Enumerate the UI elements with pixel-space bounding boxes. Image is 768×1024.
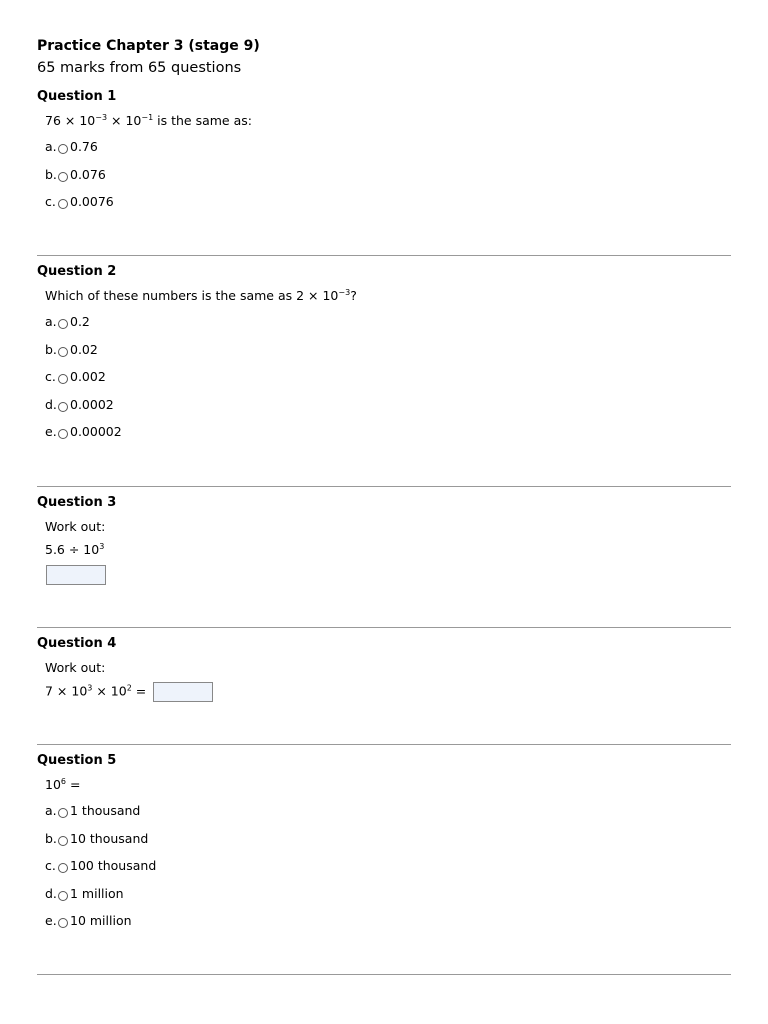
option-d[interactable] — [45, 396, 731, 414]
question-heading: Question 2 — [37, 264, 117, 279]
option-label: e. — [45, 913, 57, 928]
option-label: c. — [45, 369, 56, 384]
option-text: 10 million — [70, 913, 132, 928]
question-intro: Work out: — [45, 519, 106, 534]
option-c[interactable] — [45, 857, 731, 875]
option-text: 0.2 — [70, 314, 90, 329]
option-b[interactable] — [45, 166, 731, 184]
radio-button[interactable] — [58, 863, 68, 873]
radio-button[interactable] — [58, 918, 68, 928]
option-text: 0.76 — [70, 139, 98, 154]
option-text: 100 thousand — [70, 858, 157, 873]
expression-text: 7 × 10 — [45, 683, 88, 699]
exponent: 3 — [99, 542, 105, 551]
question-intro: Work out: — [45, 660, 106, 675]
radio-button[interactable] — [58, 144, 68, 154]
exponent: 2 — [126, 683, 132, 693]
radio-button[interactable] — [58, 429, 68, 439]
option-label: d. — [45, 396, 57, 412]
question-1 — [37, 88, 731, 221]
option-a[interactable] — [45, 313, 731, 331]
option-text: 0.0002 — [70, 396, 114, 412]
prompt-text: is the same as: — [153, 113, 252, 128]
question-prompt — [45, 112, 731, 130]
question-separator — [37, 255, 731, 256]
exponent: −3 — [95, 113, 108, 122]
answer-input[interactable] — [153, 682, 213, 702]
answer-container — [46, 564, 731, 585]
prompt-text: Which of these numbers is the same as 2 × 10 — [45, 288, 339, 303]
options-list — [37, 313, 731, 441]
radio-button[interactable] — [58, 891, 68, 901]
radio-button[interactable] — [58, 374, 68, 384]
page-title: Practice Chapter 3 (stage 9) — [37, 38, 260, 54]
option-e[interactable] — [45, 423, 731, 441]
question-separator — [37, 627, 731, 628]
question-expression — [45, 682, 731, 702]
answer-input[interactable] — [46, 565, 106, 585]
option-c[interactable] — [45, 368, 731, 386]
radio-button[interactable] — [58, 199, 68, 209]
radio-button[interactable] — [58, 402, 68, 412]
question-heading: Question 5 — [37, 753, 117, 768]
option-text: 0.0076 — [70, 194, 114, 209]
question-prompt — [45, 287, 731, 305]
option-b[interactable] — [45, 830, 731, 848]
question-heading: Question 1 — [37, 89, 117, 104]
option-label: c. — [45, 194, 56, 209]
option-label: a. — [45, 139, 57, 154]
question-expression — [45, 541, 731, 559]
radio-button[interactable] — [58, 808, 68, 818]
question-separator — [37, 486, 731, 487]
expression-text: = — [131, 683, 147, 699]
question-prompt — [45, 776, 731, 794]
option-c[interactable] — [45, 193, 731, 211]
option-a[interactable] — [45, 802, 731, 820]
option-text: 0.076 — [70, 166, 106, 182]
option-text: 10 thousand — [70, 830, 149, 846]
option-text: 0.02 — [70, 341, 98, 357]
question-5 — [37, 752, 731, 940]
question-separator — [37, 974, 731, 975]
question-heading: Question 3 — [37, 495, 117, 510]
option-label: a. — [45, 803, 57, 818]
question-3 — [37, 494, 731, 585]
page-subtitle: 65 marks from 65 questions — [37, 60, 242, 76]
option-label: b. — [45, 166, 57, 182]
prompt-text: ? — [350, 288, 357, 303]
radio-button[interactable] — [58, 836, 68, 846]
option-label: e. — [45, 424, 57, 439]
question-separator — [37, 744, 731, 745]
option-e[interactable] — [45, 912, 731, 930]
option-label: c. — [45, 858, 56, 873]
prompt-text: 76 × 10 — [45, 113, 96, 128]
expression-text: × 10 — [92, 683, 127, 699]
option-d[interactable] — [45, 885, 731, 903]
option-text: 0.002 — [70, 369, 106, 384]
radio-button[interactable] — [58, 172, 68, 182]
option-label: a. — [45, 314, 57, 329]
prompt-text: 10 — [45, 777, 61, 792]
options-list — [37, 802, 731, 930]
option-text: 1 thousand — [70, 803, 141, 818]
option-text: 1 million — [70, 885, 124, 901]
exponent: −3 — [338, 288, 351, 297]
question-2 — [37, 263, 731, 451]
exponent: −1 — [141, 113, 154, 122]
expression-text: 5.6 ÷ 10 — [45, 542, 100, 557]
option-label: b. — [45, 341, 57, 357]
exponent: 6 — [60, 777, 66, 786]
question-4 — [37, 635, 731, 702]
prompt-text: = — [66, 777, 81, 792]
option-a[interactable] — [45, 138, 731, 156]
option-label: d. — [45, 885, 57, 901]
radio-button[interactable] — [58, 319, 68, 329]
prompt-text: × 10 — [107, 113, 142, 128]
option-label: b. — [45, 830, 57, 846]
option-b[interactable] — [45, 341, 731, 359]
question-heading: Question 4 — [37, 636, 117, 651]
radio-button[interactable] — [58, 347, 68, 357]
options-list — [37, 138, 731, 211]
exponent: 3 — [87, 683, 93, 693]
option-text: 0.00002 — [70, 424, 122, 439]
